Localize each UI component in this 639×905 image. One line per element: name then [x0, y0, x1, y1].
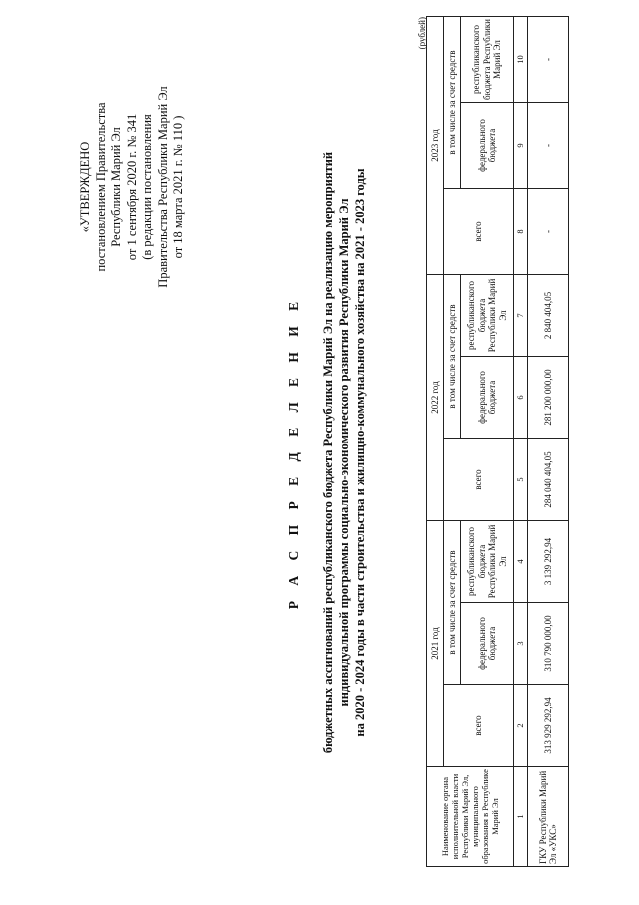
- including-header: в том числе за счет средств: [444, 275, 461, 439]
- amount-cell: 3 139 292,94: [528, 521, 569, 603]
- approval-line: от 1 сентября 2020 г. № 341: [124, 113, 139, 261]
- column-number: 3: [514, 603, 528, 685]
- currency-unit: (рублей): [417, 17, 427, 50]
- column-number: 5: [514, 439, 528, 521]
- approval-line: от 18 марта 2021 г. № 110 ): [171, 115, 185, 259]
- year-header: 2023 год: [427, 17, 444, 275]
- approval-line: (в редакции постановления: [140, 114, 154, 260]
- republic-header: республиканского бюджета Республики Марий Эл: [461, 17, 514, 103]
- amount-cell: 2 840 404,05: [528, 275, 569, 357]
- table-row: [528, 17, 569, 867]
- approval-line: Правительства Республики Марий Эл: [155, 86, 170, 288]
- republic-header: республиканского бюджета Республики Марий Эл: [461, 275, 514, 357]
- federal-header: федерального бюджета: [461, 357, 514, 439]
- federal-header: федерального бюджета: [461, 103, 514, 189]
- budget-table: [426, 16, 569, 867]
- amount-cell: 310 790 000,00: [528, 603, 569, 685]
- column-number: 9: [514, 103, 528, 189]
- subtitle-line: бюджетных ассигнований республиканского бюджета Республики Марий Эл на реализацию мероприятий: [321, 151, 335, 754]
- approval-line: «УТВЕРЖДЕНО: [78, 141, 92, 233]
- column-number: 2: [514, 685, 528, 767]
- document-subtitle: [320, 20, 368, 885]
- approval-line: постановлением Правительства: [93, 102, 108, 272]
- year-header: 2021 год: [427, 521, 444, 767]
- including-header: в том числе за счет средств: [444, 17, 461, 189]
- total-header: всего: [444, 439, 514, 521]
- including-header: в том числе за счет средств: [444, 521, 461, 685]
- column-number: 4: [514, 521, 528, 603]
- org-name-cell: ГКУ Республики Марий Эл «УКС»: [528, 767, 569, 867]
- document-title: Р А С П Р Е Д Е Л Е Н И Е: [286, 295, 301, 610]
- amount-cell: -: [528, 17, 569, 103]
- subtitle-line: на 2020 - 2024 годы в части строительства и жилищно-коммунального хозяйства на 2021 - 2023 годы: [353, 168, 367, 737]
- republic-header: республиканского бюджета Республики Марий Эл: [461, 521, 514, 603]
- org-column-header: Наименование органа исполнительной власти Республики Марий Эл, муниципального образования в Республике Марий Эл: [427, 767, 514, 867]
- amount-cell: -: [528, 103, 569, 189]
- column-number: 10: [514, 17, 528, 103]
- year-header: 2022 год: [427, 275, 444, 521]
- subtitle-line: индивидуальной программы социально-экономического развития Республики Марий Эл: [337, 198, 351, 707]
- federal-header: федерального бюджета: [461, 603, 514, 685]
- amount-cell: 284 040 404,05: [528, 439, 569, 521]
- amount-cell: 281 200 000,00: [528, 357, 569, 439]
- column-number: 1: [514, 767, 528, 867]
- column-number: 7: [514, 275, 528, 357]
- approval-line: Республики Марий Эл: [109, 127, 123, 247]
- amount-cell: 313 929 292,94: [528, 685, 569, 767]
- total-header: всего: [444, 685, 514, 767]
- approval-stamp: [78, 17, 187, 357]
- total-header: всего: [444, 189, 514, 275]
- column-number: 6: [514, 357, 528, 439]
- amount-cell: -: [528, 189, 569, 275]
- column-number: 8: [514, 189, 528, 275]
